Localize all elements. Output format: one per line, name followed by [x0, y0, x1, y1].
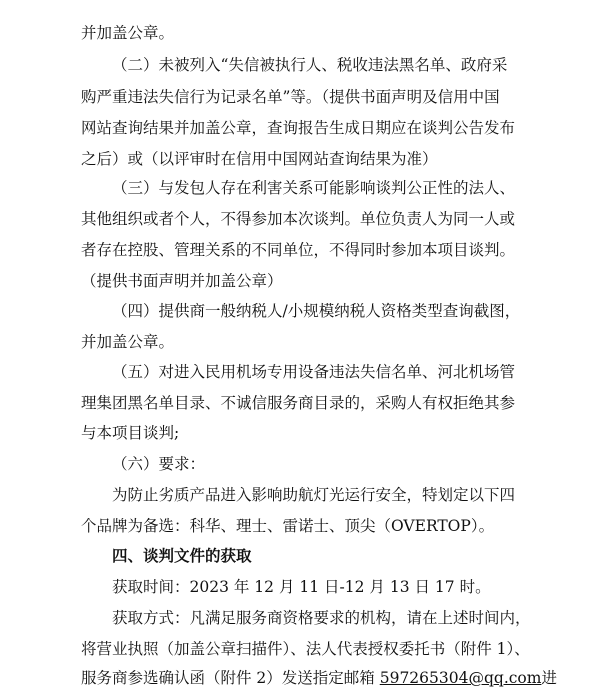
text-line: 之后）或（以评审时在信用中国网站查询结果为准）: [81, 150, 438, 168]
text-line: 获取时间：2023 年 12 月 11 日-12 月 13 日 17 时。: [112, 578, 491, 596]
text-line: 购严重违法失信行为记录名单”等。（提供书面声明及信用中国: [81, 88, 500, 106]
text-line: （五）对进入民用机场专用设备违法失信名单、河北机场管: [112, 363, 516, 381]
text-line: 个品牌为备选：科华、理士、雷诺士、顶尖（OVERTOP）。: [81, 517, 495, 535]
text-line: 与本项目谈判;: [81, 424, 180, 442]
text-line: 者存在控股、管理关系的不同单位，不得同时参加本项目谈判。: [81, 241, 516, 259]
text-line: （四）提供商一般纳税人/小规模纳税人资格类型查询截图，: [112, 302, 521, 320]
text-line: 获取方式：凡满足服务商资格要求的机构，请在上述时间内，: [112, 609, 531, 627]
text-line: 并加盖公章。: [81, 333, 175, 351]
text-line-with-email: [81, 664, 557, 692]
text-line: 网站查询结果并加盖公章，查询报告生成日期应在谈判公告发布: [81, 119, 516, 137]
text-line: 其他组织或者个人，不得参加本次谈判。单位负责人为同一人或: [81, 210, 516, 228]
text-segment: 服务商参选确认函（附件 2）发送指定邮箱: [81, 669, 380, 687]
text-line: 并加盖公章。: [81, 24, 175, 42]
text-line: （提供书面声明并加盖公章）: [81, 272, 283, 290]
email-link[interactable]: 597265304@qq.com: [379, 669, 542, 687]
text-line: （二）未被列入“失信被执行人、税收违法黑名单、政府采: [112, 56, 508, 74]
text-line: （三）与发包人存在利害关系可能影响谈判公正性的法人、: [112, 179, 516, 197]
text-segment: 进: [541, 669, 557, 687]
text-line: （六）要求：: [112, 455, 206, 473]
text-line: 理集团黑名单目录、不诚信服务商目录的，采购人有权拒绝其参: [81, 394, 516, 412]
text-line: 为防止劣质产品进入影响助航灯光运行安全，特划定以下四: [112, 486, 516, 504]
section-heading: 四、谈判文件的获取: [112, 547, 252, 565]
text-line: 将营业执照（加盖公章扫描件）、法人代表授权委托书（附件 1）、: [81, 640, 530, 658]
